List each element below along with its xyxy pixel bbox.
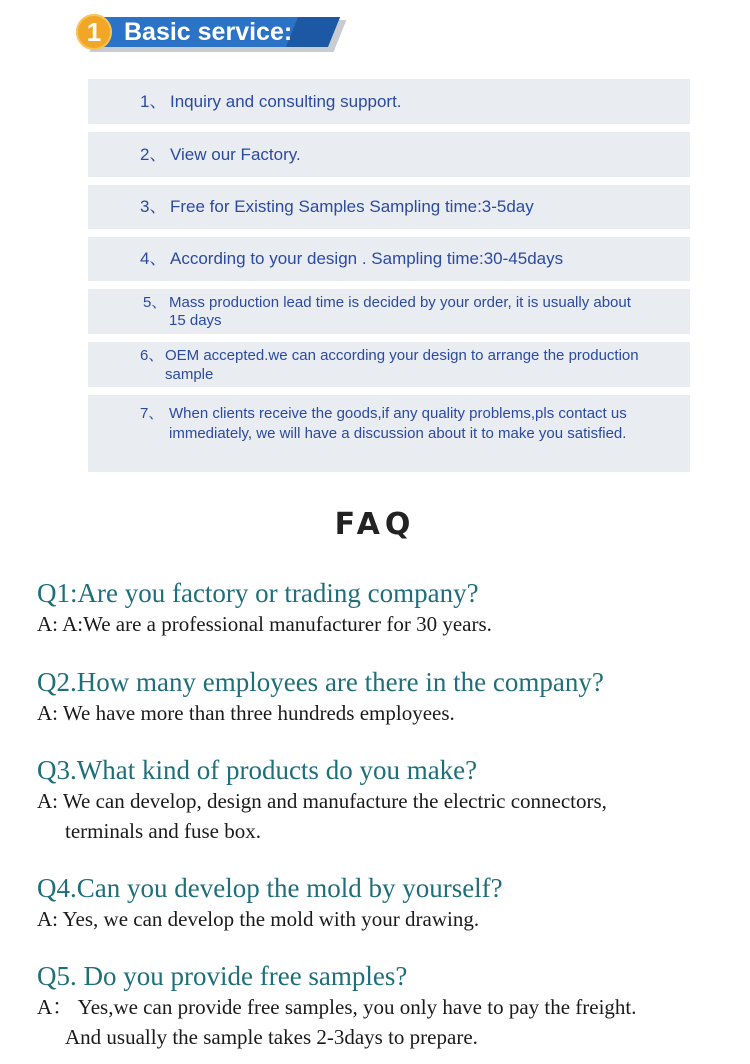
service-text: When clients receive the goods,if any quality problems,pls contact us immediately, we will have a discussion about it to make you satisfied. (169, 405, 627, 442)
service-number: 2、 (140, 145, 167, 164)
faq-answer: A： Yes,we can provide free samples, you only have to pay the freight. (37, 995, 637, 1019)
faq-item (37, 577, 737, 639)
section-banner (76, 14, 346, 54)
service-item (88, 185, 690, 229)
service-number: 5、 (143, 294, 167, 311)
faq-item (37, 960, 737, 1052)
faq-answer: A: Yes, we can develop the mold with your drawing. (37, 907, 480, 931)
faq-answer-continued: And usually the sample takes 2-3days to prepare. (65, 1025, 478, 1049)
service-number: 4、 (140, 249, 167, 268)
service-item (88, 132, 690, 177)
faq-answer-continued: terminals and fuse box. (65, 819, 261, 843)
service-text: OEM accepted.we can according your design to arrange the production sample (165, 347, 639, 383)
service-number: 7、 (140, 405, 164, 422)
service-text: Mass production lead time is decided by your order, it is usually about 15 days (169, 294, 631, 329)
service-text: View our Factory. (170, 145, 301, 164)
faq-answer: A: We can develop, design and manufacture the electric connectors, (37, 789, 607, 813)
service-item (88, 342, 690, 387)
faq-question: Q3.What kind of products do you make? (37, 755, 478, 785)
service-number: 6、 (140, 347, 164, 364)
service-item (88, 289, 690, 334)
faq-item (37, 872, 737, 934)
faq-item (37, 666, 737, 728)
service-item (88, 237, 690, 281)
service-text: Inquiry and consulting support. (170, 92, 402, 111)
service-text: Free for Existing Samples Sampling time:3-5day (170, 197, 534, 216)
section-title: Basic service: (124, 18, 293, 46)
faq-answer: A: We have more than three hundreds employees. (37, 701, 455, 725)
service-list (88, 79, 690, 472)
faq-question: Q2.How many employees are there in the company? (37, 667, 604, 697)
faq-question: Q5. Do you provide free samples? (37, 961, 408, 991)
service-number: 1、 (140, 92, 167, 111)
service-item (88, 395, 690, 472)
faq-question: Q4.Can you develop the mold by yourself? (37, 873, 503, 903)
faq-question: Q1:Are you factory or trading company? (37, 578, 479, 608)
service-text: According to your design . Sampling time:30-45days (170, 249, 564, 268)
number-badge: 1 (76, 14, 112, 50)
faq-heading: FAQ (334, 507, 416, 542)
service-item (88, 79, 690, 124)
faq-item (37, 754, 737, 846)
service-number: 3、 (140, 197, 167, 216)
faq-answer: A: A:We are a professional manufacturer for 30 years. (37, 612, 492, 636)
